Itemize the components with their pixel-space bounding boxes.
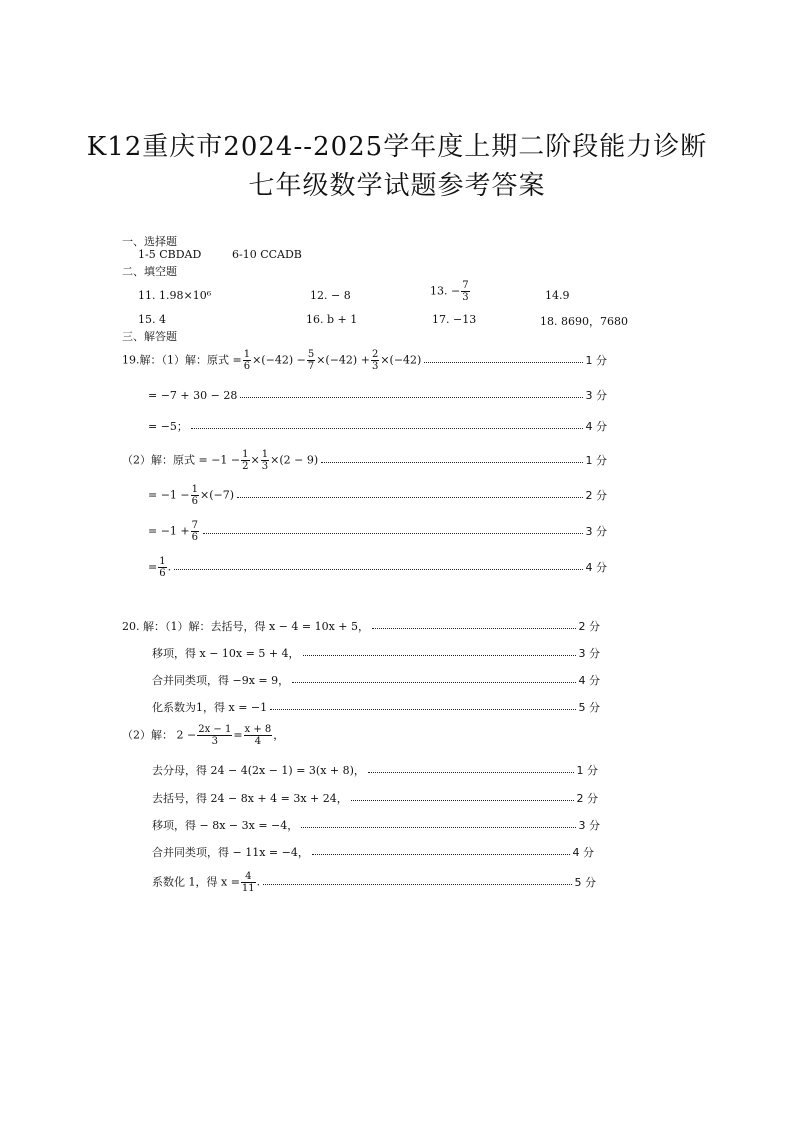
dot-leader	[301, 827, 575, 828]
dot-leader	[372, 628, 575, 629]
answers-1-5: 1-5 CBDAD	[138, 248, 202, 261]
score-mark: 2 分	[576, 792, 598, 805]
score-mark: 2 分	[585, 489, 607, 502]
answer-q14: 14.9	[545, 289, 570, 302]
dot-leader	[270, 709, 575, 710]
score-mark: 3 分	[578, 819, 600, 832]
q20-part1-line1: 20. 解：（1）解：去括号，得 x − 4 = 10x + 5， 2 分	[122, 620, 600, 633]
section-heading-choice: 一、选择题	[122, 235, 177, 248]
q19-part1-line3: = −5； 4 分	[148, 420, 607, 433]
dot-leader	[174, 569, 582, 570]
answer-q16: 16. b + 1	[306, 313, 358, 326]
dot-leader	[368, 772, 574, 773]
dot-leader	[312, 854, 570, 855]
q19-part2-line1: （2）解：原式 = −1 − $\frac{1}{2}$ × $\frac{1}{3}$ ×(2 − 9) 1 分	[122, 448, 607, 472]
q20-part2-line5: 系数化 1，得 x = $\frac{4}{11}$ . 5 分	[152, 870, 596, 894]
answer-q17: 17. −13	[432, 313, 477, 326]
answer-q18: 18. 8690，7680	[540, 315, 628, 328]
doc-title-line1: K12重庆市2024--2025学年度上期二阶段能力诊断	[86, 132, 708, 162]
q20-part2-equation: （2）解： 2 − $\frac{2x - 1}{3}$ = $\frac{x + 8}{4}$ ，	[122, 724, 285, 747]
dot-leader	[321, 462, 582, 463]
q20-part1-line3: 合并同类项，得 −9x = 9， 4 分	[152, 674, 600, 687]
dot-leader	[237, 497, 582, 498]
q20-part1-line2: 移项，得 x − 10x = 5 + 4， 3 分	[152, 647, 600, 660]
q20-part2-line2: 去括号，得 24 − 8x + 4 = 3x + 24， 2 分	[152, 792, 598, 805]
dot-leader	[263, 884, 571, 885]
score-mark: 1 分	[585, 354, 607, 367]
score-mark: 4 分	[572, 846, 594, 859]
q19-part2-line3: = −1 + $\frac{7}{6}$ 3 分	[148, 519, 607, 543]
q20-part2-line1: 去分母，得 24 − 4(2x − 1) = 3(x + 8)， 1 分	[152, 764, 598, 777]
dot-leader	[303, 655, 576, 656]
dot-leader	[203, 533, 582, 534]
score-mark: 5 分	[578, 701, 600, 714]
dot-leader	[424, 362, 582, 363]
q20-part2-line4: 合并同类项，得 − 11x = −4， 4 分	[152, 846, 594, 859]
score-mark: 1 分	[585, 454, 607, 467]
dot-leader	[191, 428, 583, 429]
score-mark: 5 分	[574, 876, 596, 889]
score-mark: 1 分	[576, 764, 598, 777]
answers-6-10: 6-10 CCADB	[232, 248, 302, 261]
dot-leader	[292, 682, 575, 683]
score-mark: 3 分	[578, 647, 600, 660]
score-mark: 4 分	[578, 674, 600, 687]
dot-leader	[351, 800, 574, 801]
q19-part2-line4: = $\frac{1}{6}$ . 4 分	[148, 555, 607, 579]
answer-q11: 11. 1.98×10⁶	[138, 289, 212, 302]
dot-leader	[240, 397, 582, 398]
answer-q15: 15. 4	[138, 313, 166, 326]
q19-part1-line2: = −7 + 30 − 28 3 分	[148, 388, 607, 402]
score-mark: 4 分	[585, 561, 607, 574]
score-mark: 4 分	[585, 420, 607, 433]
section-heading-fill: 二、填空题	[122, 265, 177, 278]
q20-part2-line3: 移项，得 − 8x − 3x = −4， 3 分	[152, 819, 600, 832]
answer-q13: 13. − $\frac{7}{3}$	[430, 280, 469, 303]
answer-q12: 12. − 8	[310, 289, 351, 302]
score-mark: 3 分	[585, 525, 607, 538]
score-mark: 2 分	[578, 620, 600, 633]
q19-part2-line2: = −1 − $\frac{1}{6}$ ×(−7) 2 分	[148, 483, 607, 507]
q19-part1-line1: 19.解：（1）解：原式 = $\frac{1}{6}$ ×(−42) − $\frac{5}{7}$ ×(−42) + $\frac{2}{3}$ ×(−42) 1 分	[122, 348, 607, 372]
q20-part1-line4: 化系数为1，得 x = −1 5 分	[152, 701, 600, 714]
doc-title-line2: 七年级数学试题参考答案	[248, 171, 546, 201]
section-heading-solve: 三、解答题	[122, 330, 177, 343]
score-mark: 3 分	[585, 389, 607, 402]
